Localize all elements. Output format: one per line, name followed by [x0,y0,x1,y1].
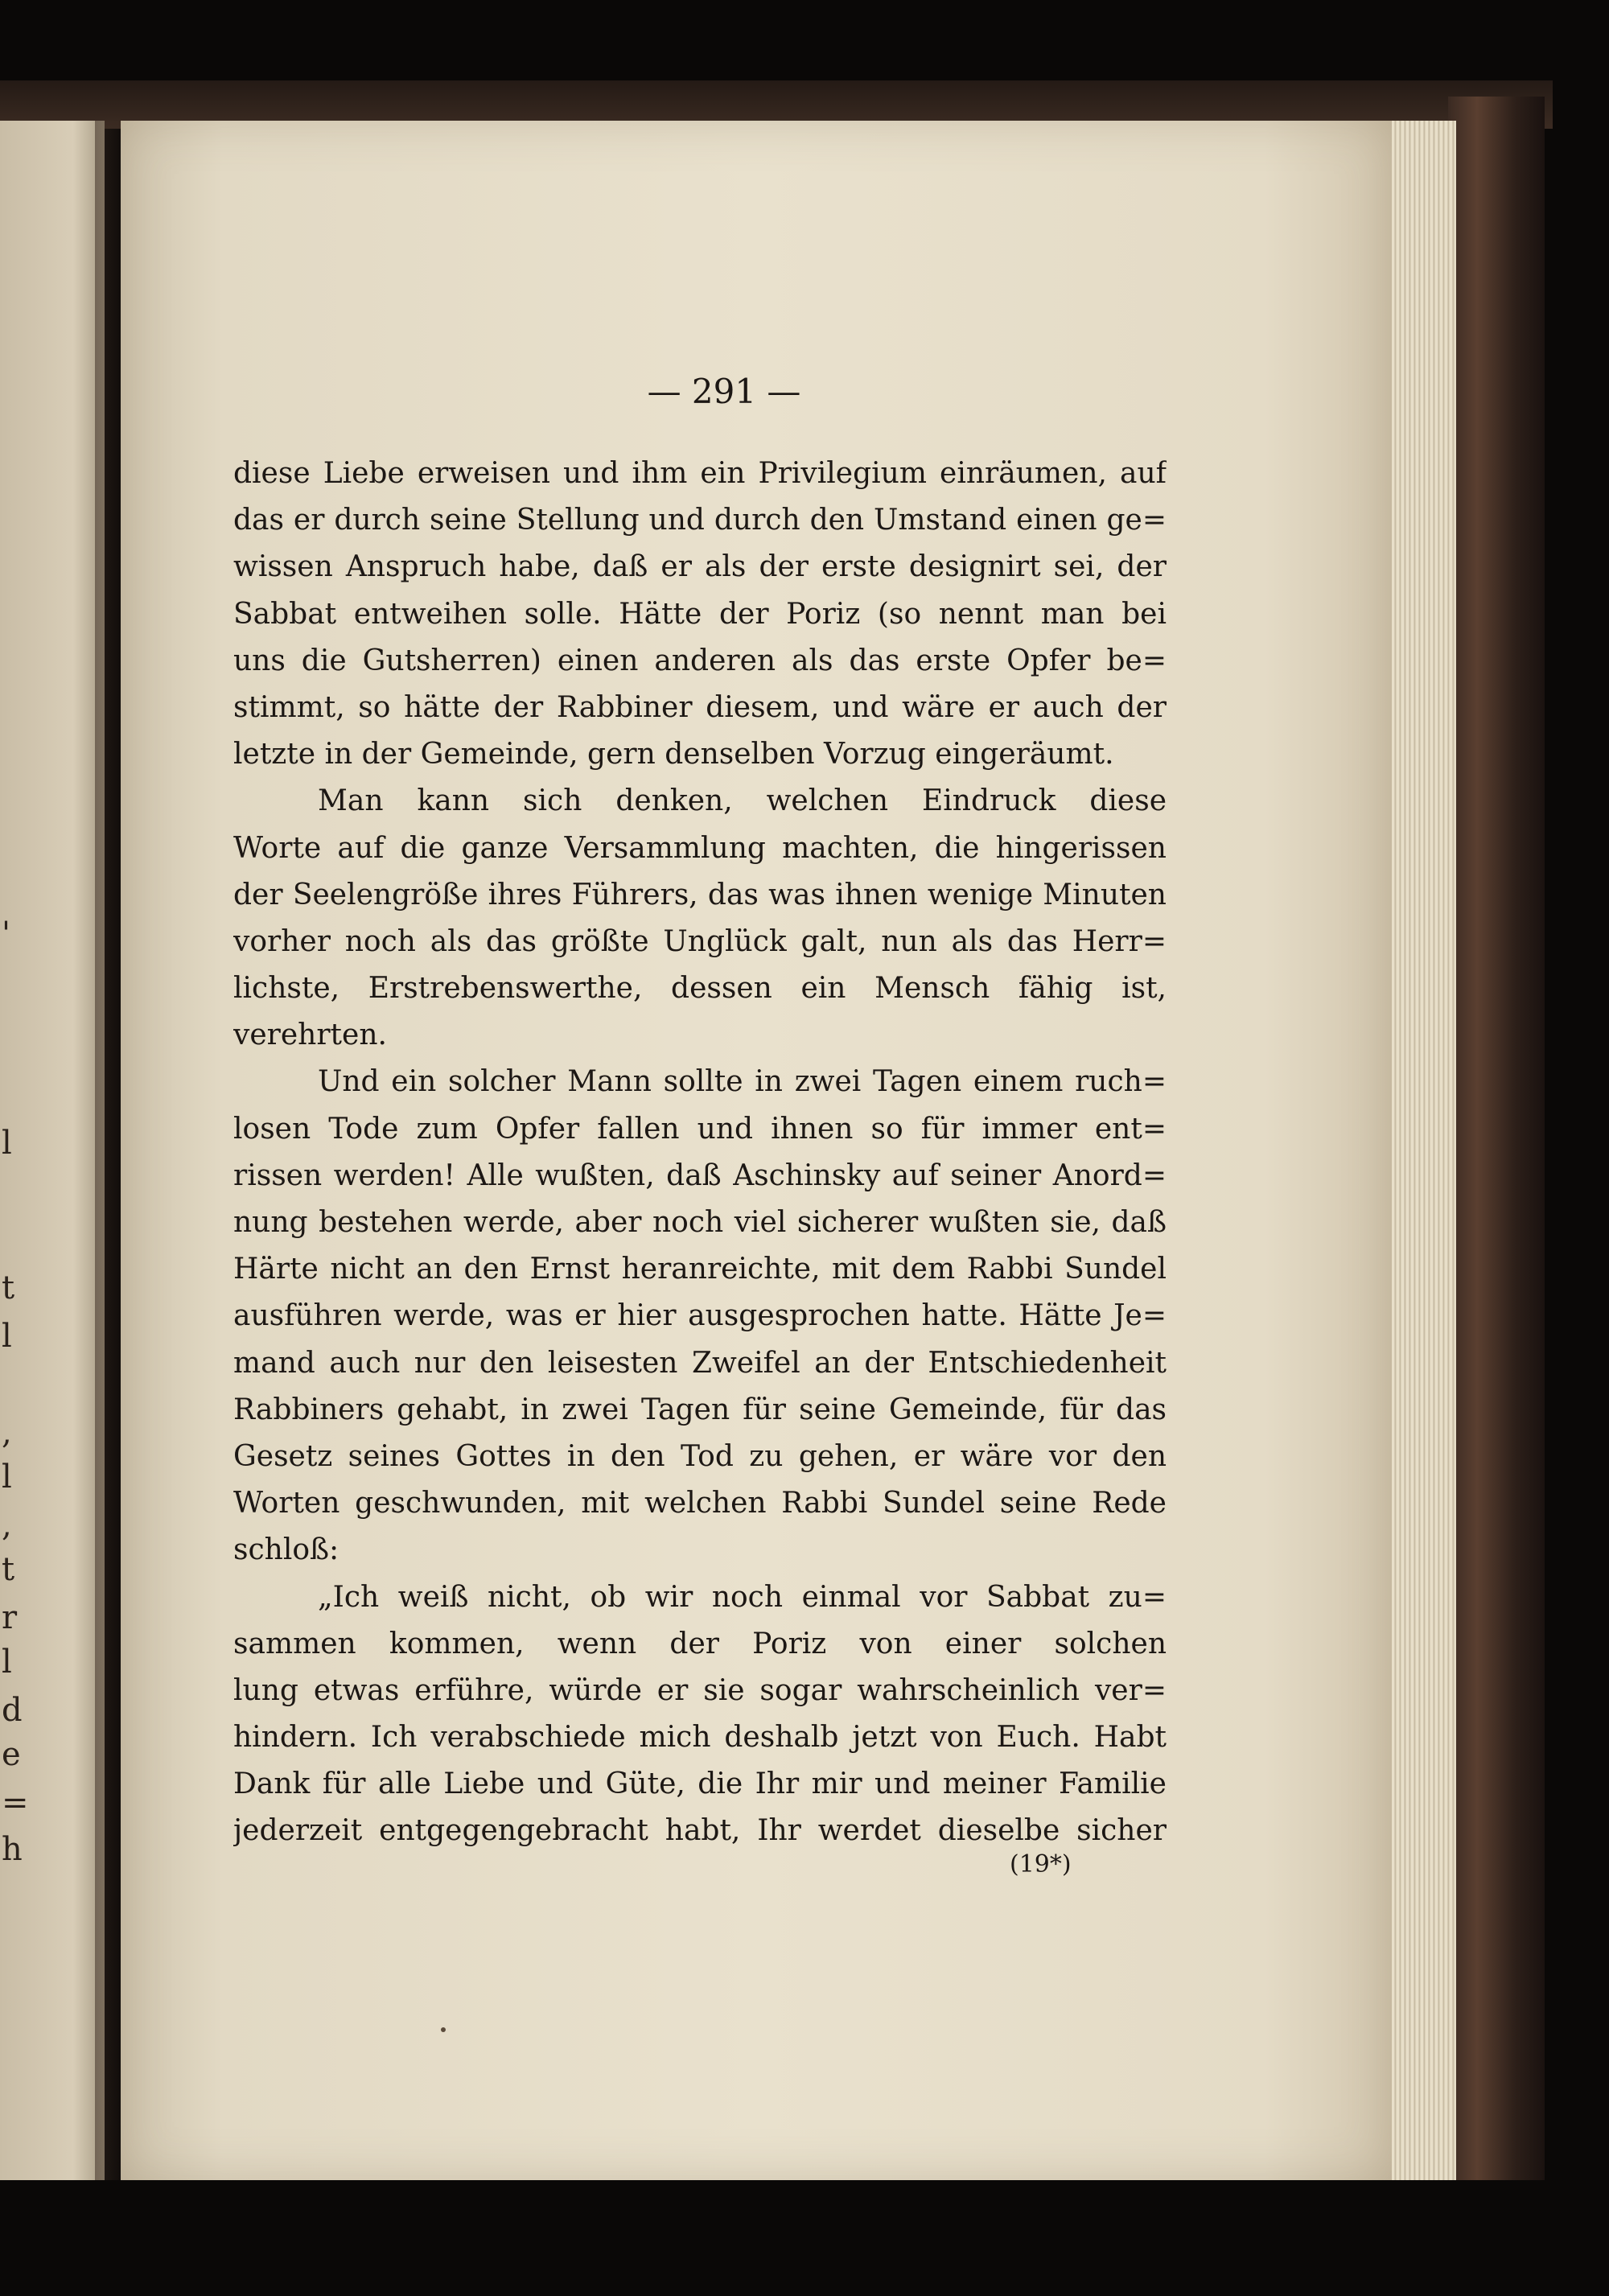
text-line: sammen kommen, wenn der Poriz von einer solchen [233,1627,1167,1660]
text-line: lichste, Erstrebenswerthe, dessen ein Mensch fähig ist, [233,972,1167,1006]
paper-speck [441,2027,446,2032]
text-line: Worten geschwunden, mit welchen Rabbi Sundel seine Rede [233,1487,1167,1520]
text-line: nung bestehen werde, aber noch viel sicherer wußten sie, daß [233,1206,1167,1239]
text-line: Und ein solcher Mann sollte in zwei Tagen einem ruch= [318,1065,1167,1099]
text-line: Man kann sich denken, welchen Eindruck diese [318,784,1167,818]
text-line: „Ich weiß nicht, ob wir noch einmal vor Sabbat zu= [318,1580,1167,1614]
left-mark: ' [2,916,10,953]
left-mark: r [2,1599,18,1636]
text-line: Dank für alle Liebe und Güte, die Ihr mir und meiner Familie [233,1767,1167,1801]
text-line: wissen Anspruch habe, daß er als der erste designirt sei, der [233,550,1167,584]
text-line: verehrten. [233,1018,387,1052]
left-page-text-fragments [0,804,29,1868]
text-line: stimmt, so hätte der Rabbiner diesem, und wäre er auch der [233,690,1167,724]
left-mark: , [2,1507,12,1544]
text-line: das er durch seine Stellung und durch den Umstand einen ge= [233,504,1167,537]
left-mark: l [2,1459,12,1496]
text-line: hindern. Ich verabschiede mich deshalb jetzt von Euch. Habt [233,1721,1167,1755]
left-mark: t [2,1269,15,1306]
text-line: Härte nicht an den Ernst heranreichte, mit dem Rabbi Sundel [233,1253,1167,1286]
book-cover-right [1448,97,1545,2180]
body-text [233,451,1167,1855]
text-line: der Seelengröße ihres Führers, das was ihnen wenige Minuten [233,878,1167,911]
printer-signature: (19*) [1010,1850,1072,1878]
text-line: Sabbat entweihen solle. Hätte der Poriz (so nennt man bei [233,597,1167,631]
text-line: letzte in der Gemeinde, gern denselben Vorzug eingeräumt. [233,738,1114,772]
left-mark: l [2,1125,12,1162]
text-line: ausführen werde, was er hier ausgesprochen hatte. Hätte Je= [233,1299,1167,1333]
left-mark: l [2,1644,12,1681]
page-stack-edges [1392,121,1456,2180]
text-line: lung etwas erführe, würde er sie sogar wahrscheinlich ver= [233,1673,1167,1707]
left-mark: h [2,1831,23,1868]
left-mark: , [2,1414,12,1451]
page-number: — 291 — [647,372,801,411]
text-line: schloß: [233,1533,339,1567]
text-line: diese Liebe erweisen und ihm ein Privilegium einräumen, auf [233,457,1167,490]
text-line: losen Tode zum Opfer fallen und ihnen so für immer ent= [233,1112,1167,1146]
text-line: rissen werden! Alle wußten, daß Aschinsky auf seiner Anord= [233,1158,1167,1192]
left-mark: l [2,1318,12,1355]
text-line: vorher noch als das größte Unglück galt, nun als das Herr= [233,924,1167,958]
left-mark: = [2,1784,29,1821]
text-line: mand auch nur den leisesten Zweifel an der Entschiedenheit [233,1346,1167,1380]
text-line: jederzeit entgegengebracht habt, Ihr werdet dieselbe sicher [233,1814,1167,1848]
left-mark: e [2,1736,21,1773]
text-line: Gesetz seines Gottes in den Tod zu gehen, er wäre vor den [233,1439,1167,1473]
text-line: Rabbiners gehabt, in zwei Tagen für seine Gemeinde, für das [233,1393,1167,1426]
text-line: Worte auf die ganze Versammlung machten, die hingerissen [233,831,1167,865]
left-mark: t [2,1551,15,1588]
text-line: uns die Gutsherren) einen anderen als das erste Opfer be= [233,644,1167,677]
left-mark: d [2,1692,23,1729]
